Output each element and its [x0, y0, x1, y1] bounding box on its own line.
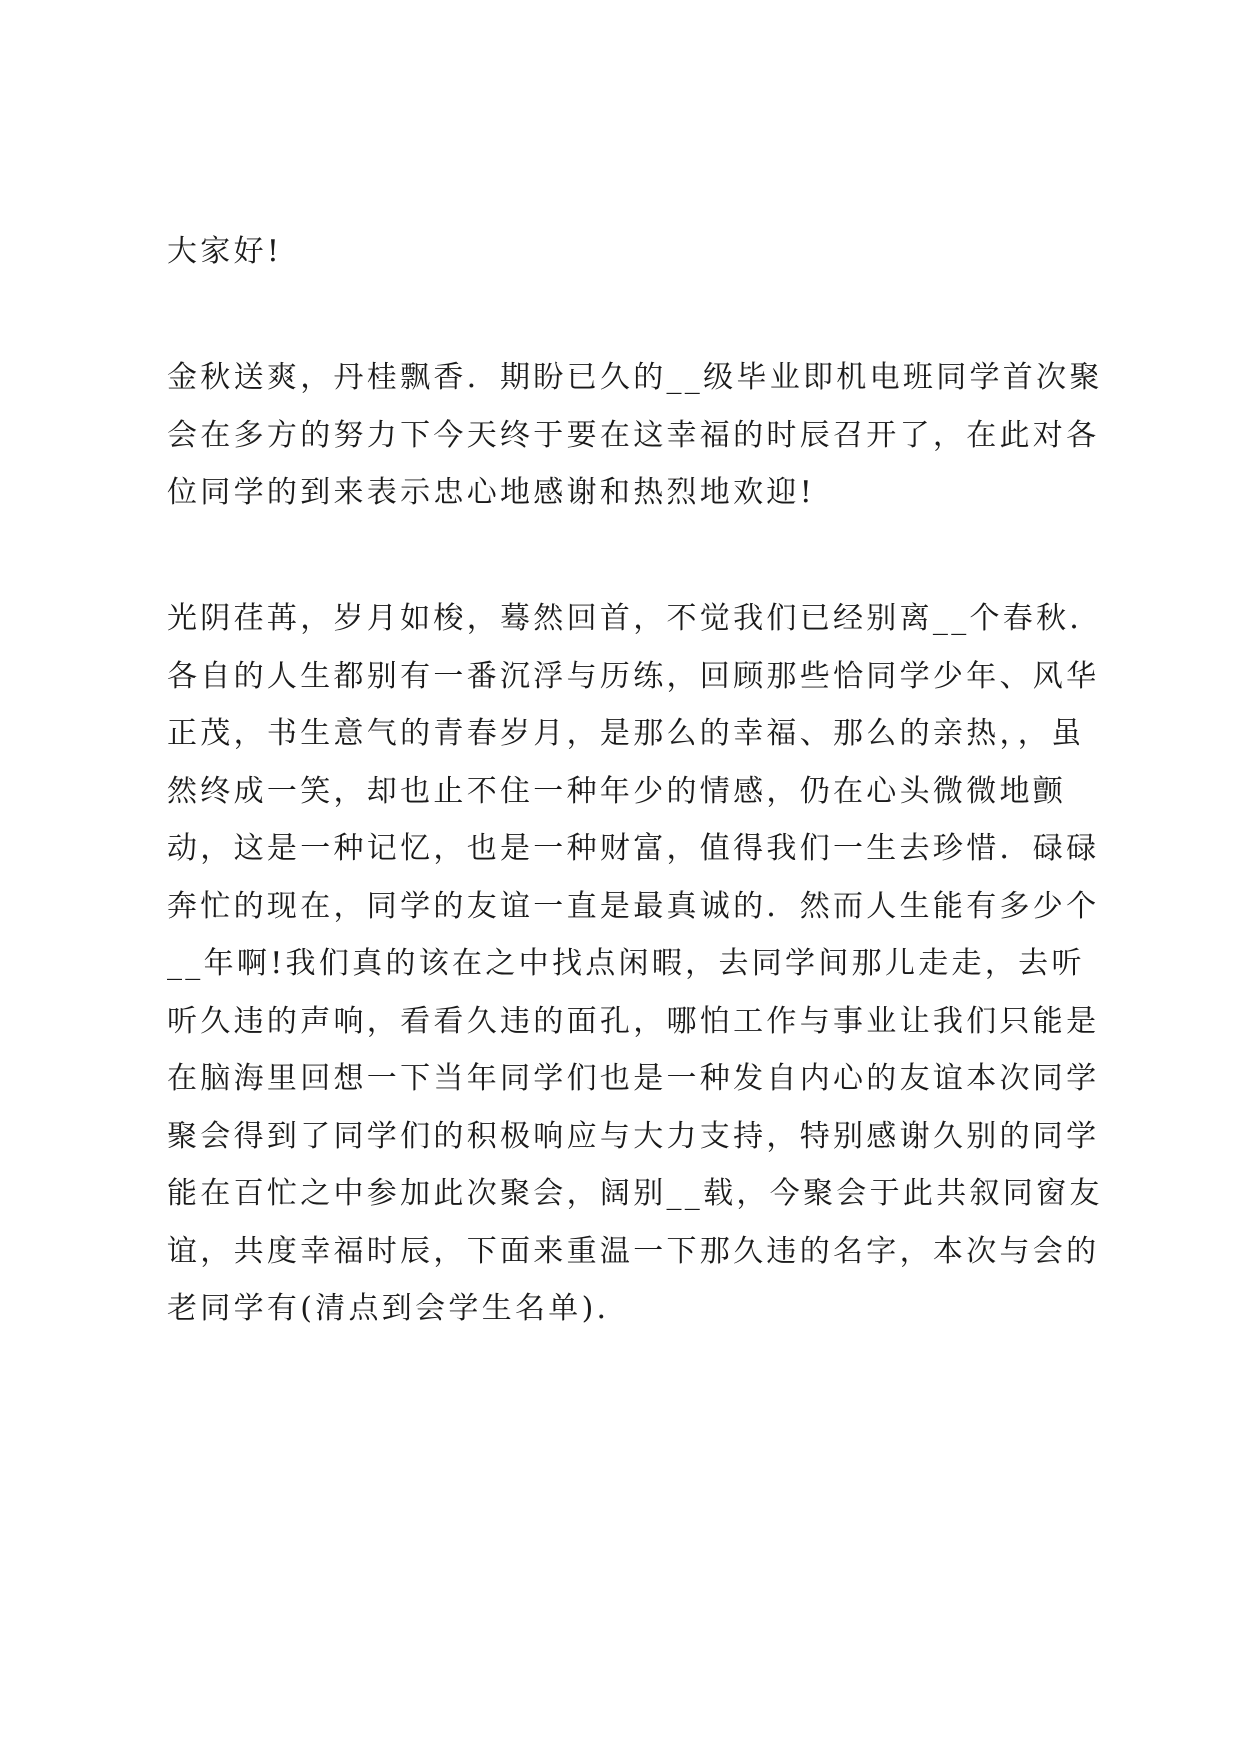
paragraph-welcome	[167, 349, 1103, 522]
paragraph-line: 光阴荏苒，岁月如梭，蓦然回首，不觉我们已经别离__个春秋．	[167, 601, 1103, 636]
paragraph-line: __年啊!我们真的该在之中找点闲暇，去同学间那儿走走，去听	[167, 946, 1085, 981]
paragraph-line: 在脑海里回想一下当年同学们也是一种发自内心的友谊本次同学	[167, 1061, 1100, 1096]
paragraph-line: 能在百忙之中参加此次聚会，阔别__载，今聚会于此共叙同窗友	[167, 1176, 1103, 1211]
paragraph-line: 正茂，书生意气的青春岁月，是那么的幸福、那么的亲热，，虽	[167, 716, 1085, 751]
paragraph-line: 会在多方的努力下今天终于要在这幸福的时辰召开了，在此对各	[167, 417, 1100, 453]
paragraph-line: 动，这是一种记忆，也是一种财富，值得我们一生去珍惜．碌碌	[167, 831, 1100, 866]
greeting-line: 大家好!	[167, 234, 283, 269]
paragraph-line: 奔忙的现在，同学的友谊一直是最真诚的．然而人生能有多少个	[167, 888, 1100, 924]
paragraph-reminiscence	[167, 590, 1103, 1338]
paragraph-line: 位同学的到来表示忠心地感谢和热烈地欢迎!	[167, 475, 816, 510]
paragraph-line: 各自的人生都别有一番沉浮与历练，回顾那些恰同学少年、风华	[167, 658, 1100, 694]
paragraph-line: 老同学有(清点到会学生名单)．	[167, 1291, 630, 1326]
paragraph-line: 聚会得到了同学们的积极响应与大力支持，特别感谢久别的同学	[167, 1118, 1100, 1154]
paragraph-line: 金秋送爽，丹桂飘香．期盼已久的__级毕业即机电班同学首次聚	[167, 360, 1103, 395]
paragraph-line: 然终成一笑，却也止不住一种年少的情感，仍在心头微微地颤	[167, 773, 1067, 809]
paragraph-line: 听久违的声响，看看久违的面孔，哪怕工作与事业让我们只能是	[167, 1003, 1100, 1039]
paragraph-line: 谊，共度幸福时辰，下面来重温一下那久违的名字，本次与会的	[167, 1233, 1100, 1269]
